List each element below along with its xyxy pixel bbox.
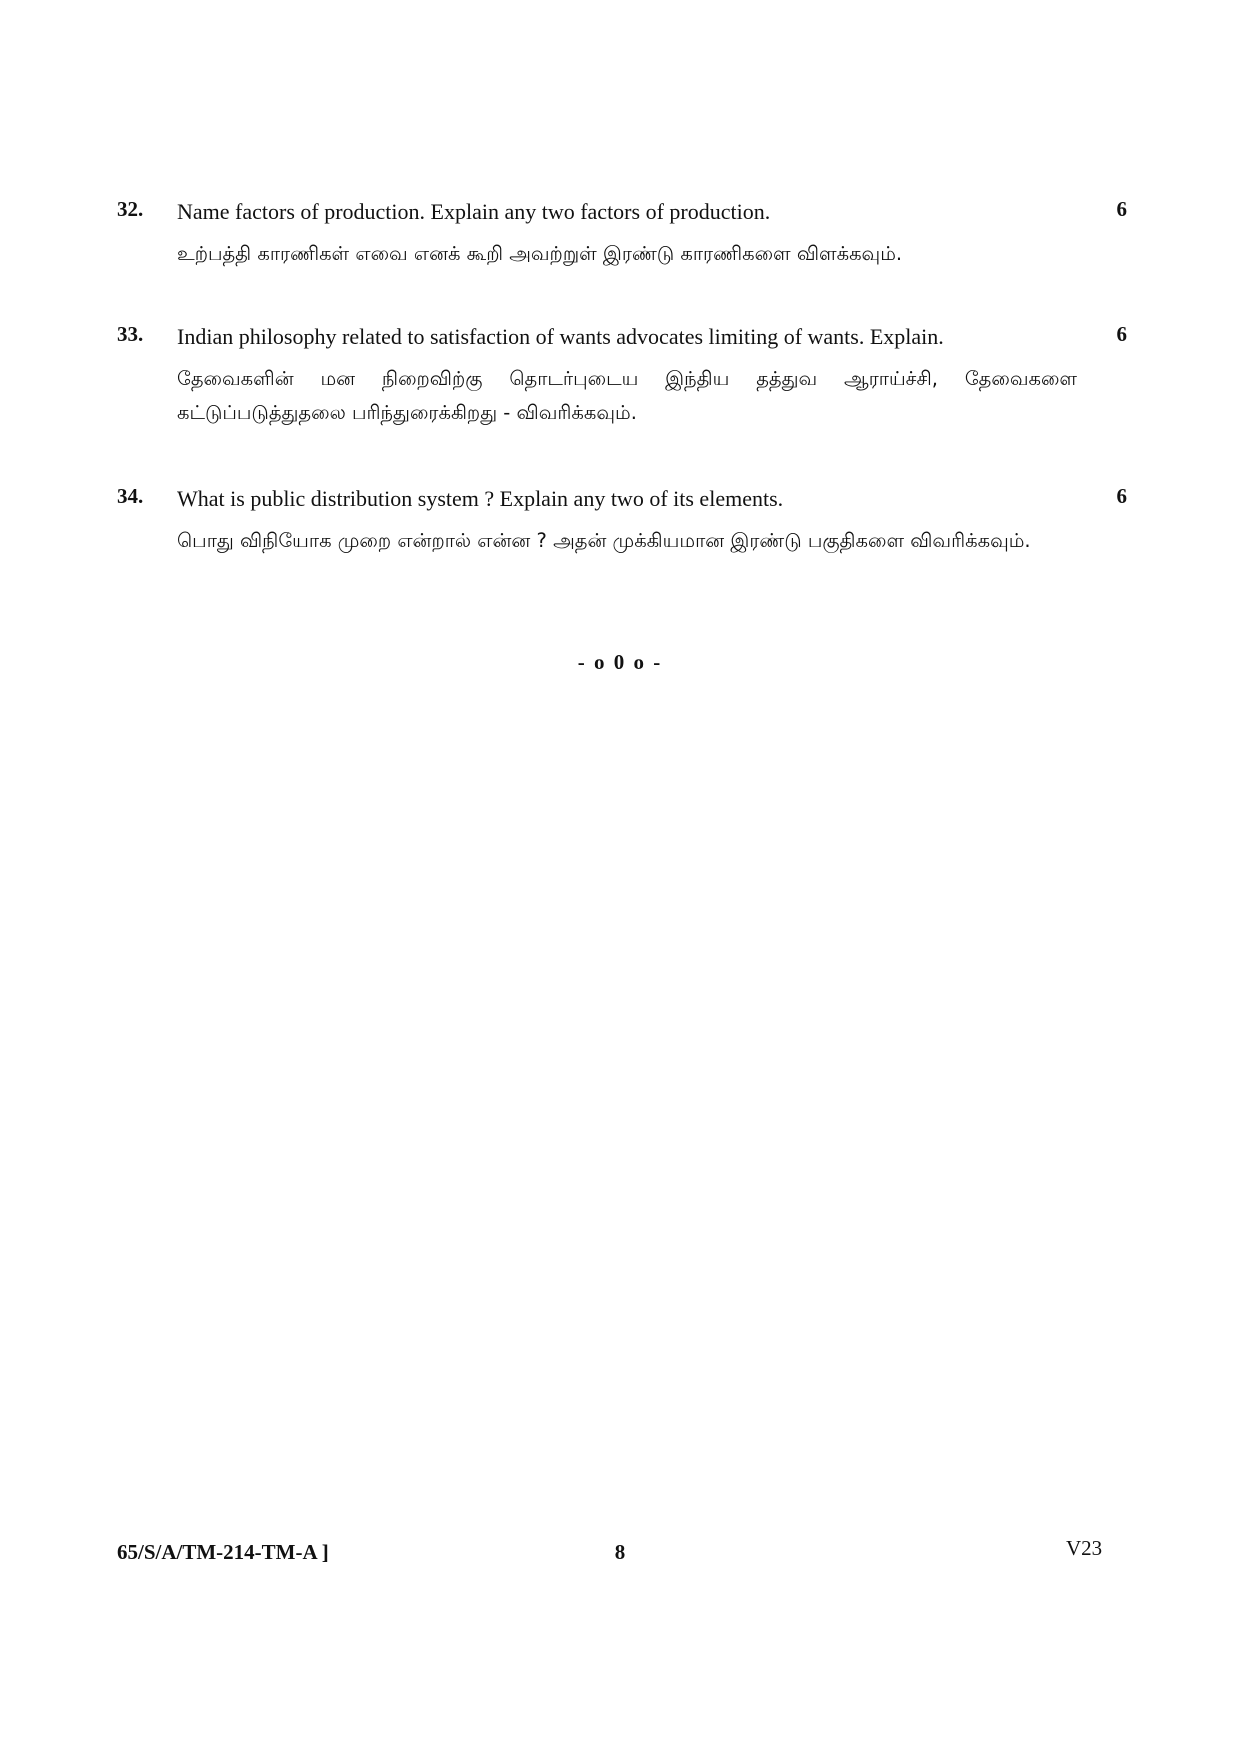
question-text-tamil: தேவைகளின் மன நிறைவிற்கு தொடர்புடைய இந்திய தத்துவ ஆராய்ச்சி, தேவைகளை கட்டுப்படுத்துதலை பரிந்துரைக்கிறது - விவரிக்கவும். — [177, 367, 1077, 424]
question-text-tamil: பொது விநியோக முறை என்றால் என்ன ? அதன் முக்கியமான இரண்டு பகுதிகளை விவரிக்கவும். — [177, 529, 1031, 552]
question-marks: 6 — [1116, 197, 1127, 221]
version-label: V23 — [1066, 1536, 1103, 1560]
page-number: 8 — [614, 1540, 626, 1564]
question-marks: 6 — [1116, 484, 1127, 508]
question-number: 32. — [117, 197, 144, 221]
question-text-english: Name factors of production. Explain any two factors of production. — [177, 199, 771, 224]
question-marks: 6 — [1116, 322, 1127, 346]
paper-code: 65/S/A/TM-214-TM-A ] — [117, 1540, 329, 1564]
end-of-paper-mark: - o 0 o - — [577, 650, 663, 674]
question-text-english: What is public distribution system ? Explain any two of its elements. — [177, 486, 784, 511]
question-text-english: Indian philosophy related to satisfaction of wants advocates limiting of wants. Explain. — [177, 324, 944, 349]
question-number: 34. — [117, 484, 144, 508]
question-text-tamil: உற்பத்தி காரணிகள் எவை எனக் கூறி அவற்றுள் இரண்டு காரணிகளை விளக்கவும். — [177, 242, 903, 265]
question-number: 33. — [117, 322, 144, 346]
